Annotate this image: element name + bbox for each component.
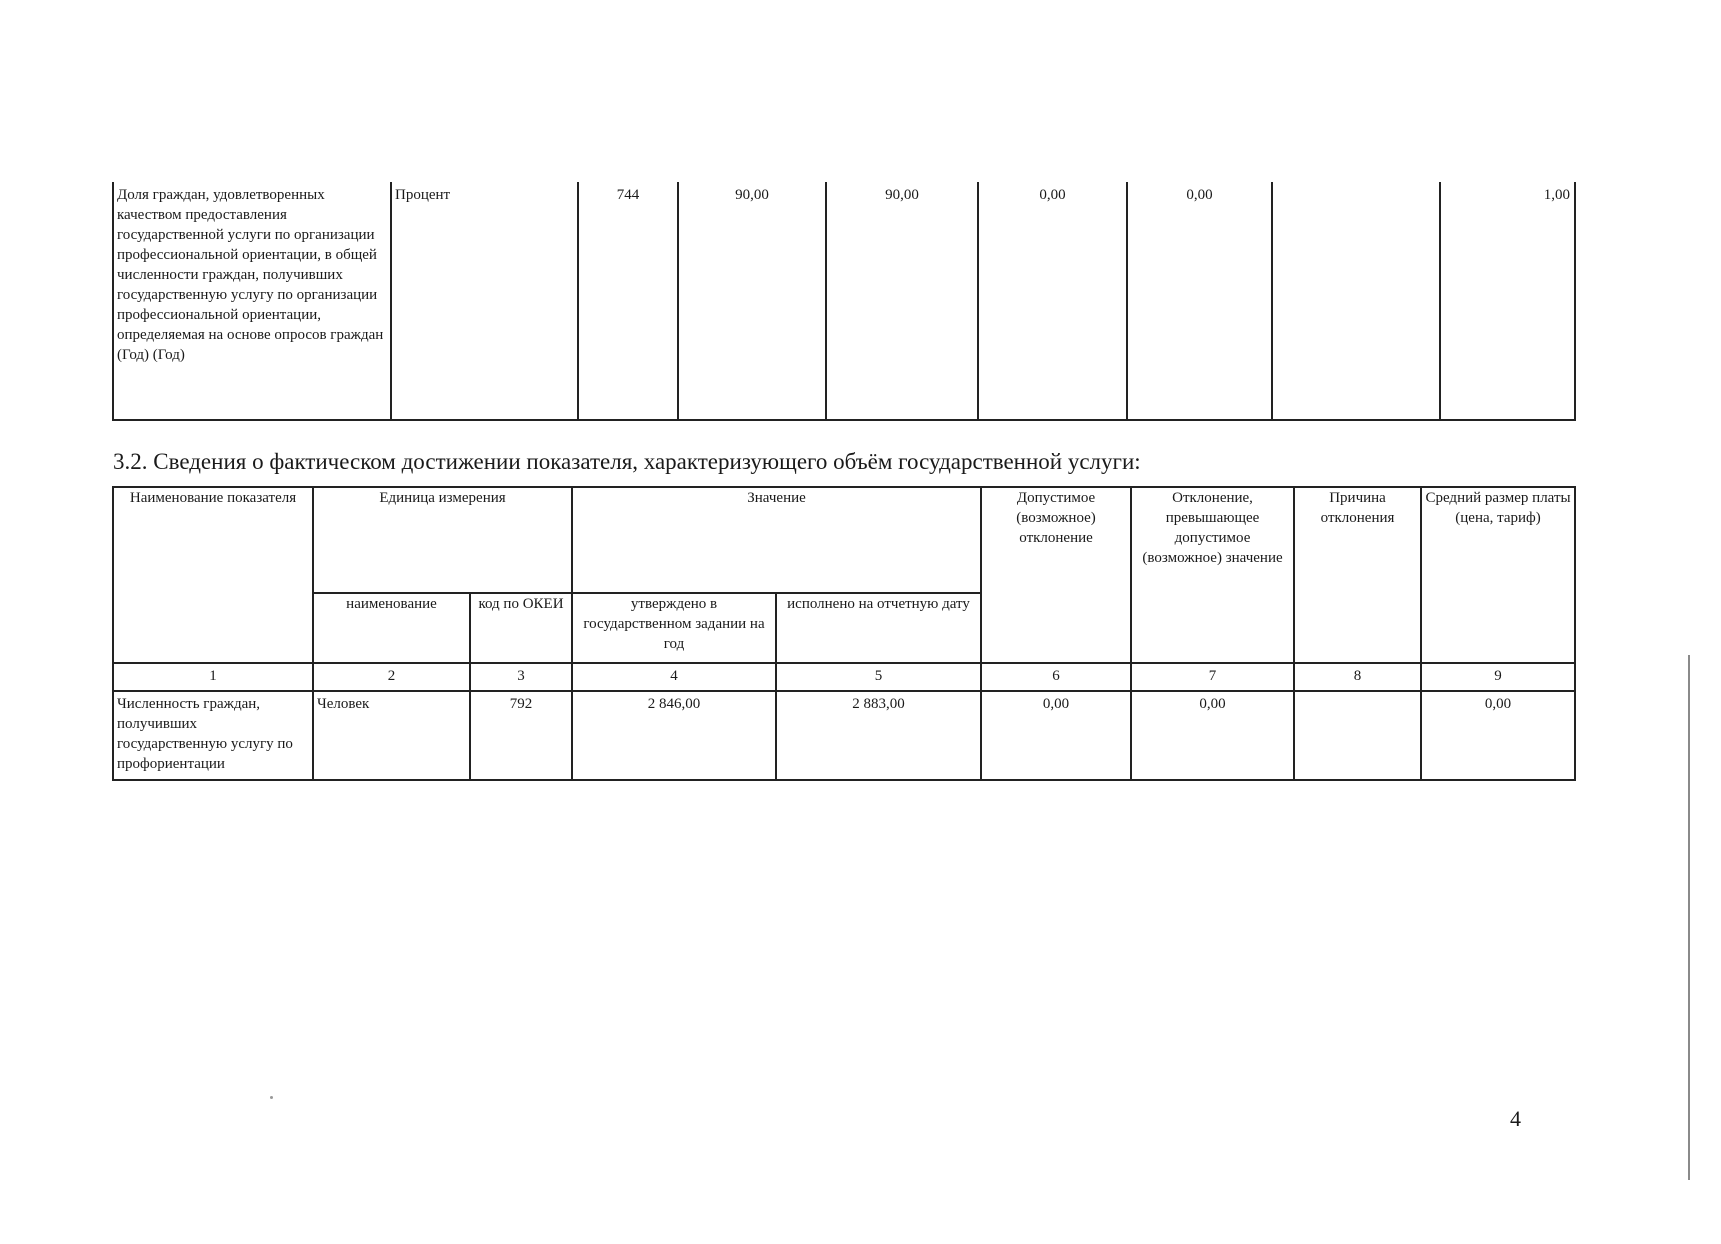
header-value-group: Значение (572, 487, 981, 593)
column-number: 5 (776, 663, 981, 691)
header-executed: исполнено на отчетную дату (776, 593, 981, 663)
excess-deviation-cell: 0,00 (1127, 182, 1272, 420)
approved-value-cell: 90,00 (678, 182, 826, 420)
deviation-reason-cell (1272, 182, 1440, 420)
scan-edge-line (1688, 655, 1690, 1180)
column-number: 4 (572, 663, 776, 691)
header-indicator-name: Наименование показателя (113, 487, 313, 663)
column-number: 8 (1294, 663, 1421, 691)
header-excess-deviation: Отклонение, превышающее допустимое (возможное) значение (1131, 487, 1294, 663)
header-approved: утверждено в государственном задании на год (572, 593, 776, 663)
last-value-cell: 1,00 (1440, 182, 1575, 420)
header-avg-fee: Средний размер платы (цена, тариф) (1421, 487, 1575, 663)
deviation-reason-cell (1294, 691, 1421, 780)
scan-speck (270, 1096, 273, 1099)
header-unit-name: наименование (313, 593, 470, 663)
excess-deviation-cell: 0,00 (1131, 691, 1294, 780)
unit-name-cell: Человек (313, 691, 470, 780)
column-number-row (113, 663, 1575, 691)
column-number: 6 (981, 663, 1131, 691)
indicator-table-continuation (112, 182, 1576, 421)
header-unit-group: Единица измерения (313, 487, 572, 593)
column-number: 9 (1421, 663, 1575, 691)
table-row (113, 182, 1575, 420)
okei-code-cell: 792 (470, 691, 572, 780)
indicator-name-cell: Численность граждан, получивших государственную услугу по профориентации (113, 691, 313, 780)
okei-code-cell: 744 (578, 182, 678, 420)
header-okei: код по ОКЕИ (470, 593, 572, 663)
volume-indicator-table (112, 486, 1576, 781)
table-row (113, 691, 1575, 780)
column-number: 1 (113, 663, 313, 691)
allowed-deviation-cell: 0,00 (978, 182, 1127, 420)
unit-name-cell: Процент (391, 182, 578, 420)
allowed-deviation-cell: 0,00 (981, 691, 1131, 780)
header-row (113, 487, 1575, 593)
approved-value-cell: 2 846,00 (572, 691, 776, 780)
column-number: 2 (313, 663, 470, 691)
header-allowed-deviation: Допустимое (возможное) отклонение (981, 487, 1131, 663)
executed-value-cell: 2 883,00 (776, 691, 981, 780)
indicator-name-cell: Доля граждан, удовлетворенных качеством предоставления государственной услуги по организации профессиональной ориентации, в общей численности граждан, получивших государственную услугу по организации профессиональной ориентации, определяемая на основе опросов граждан (Год) (Год) (113, 182, 391, 420)
column-number: 3 (470, 663, 572, 691)
column-number: 7 (1131, 663, 1294, 691)
section-title: 3.2. Сведения о фактическом достижении показателя, характеризующего объём государственной услуги: (113, 449, 1141, 474)
avg-fee-cell: 0,00 (1421, 691, 1575, 780)
header-reason: Причина отклонения (1294, 487, 1421, 663)
executed-value-cell: 90,00 (826, 182, 978, 420)
page-number: 4 (1510, 1106, 1521, 1131)
